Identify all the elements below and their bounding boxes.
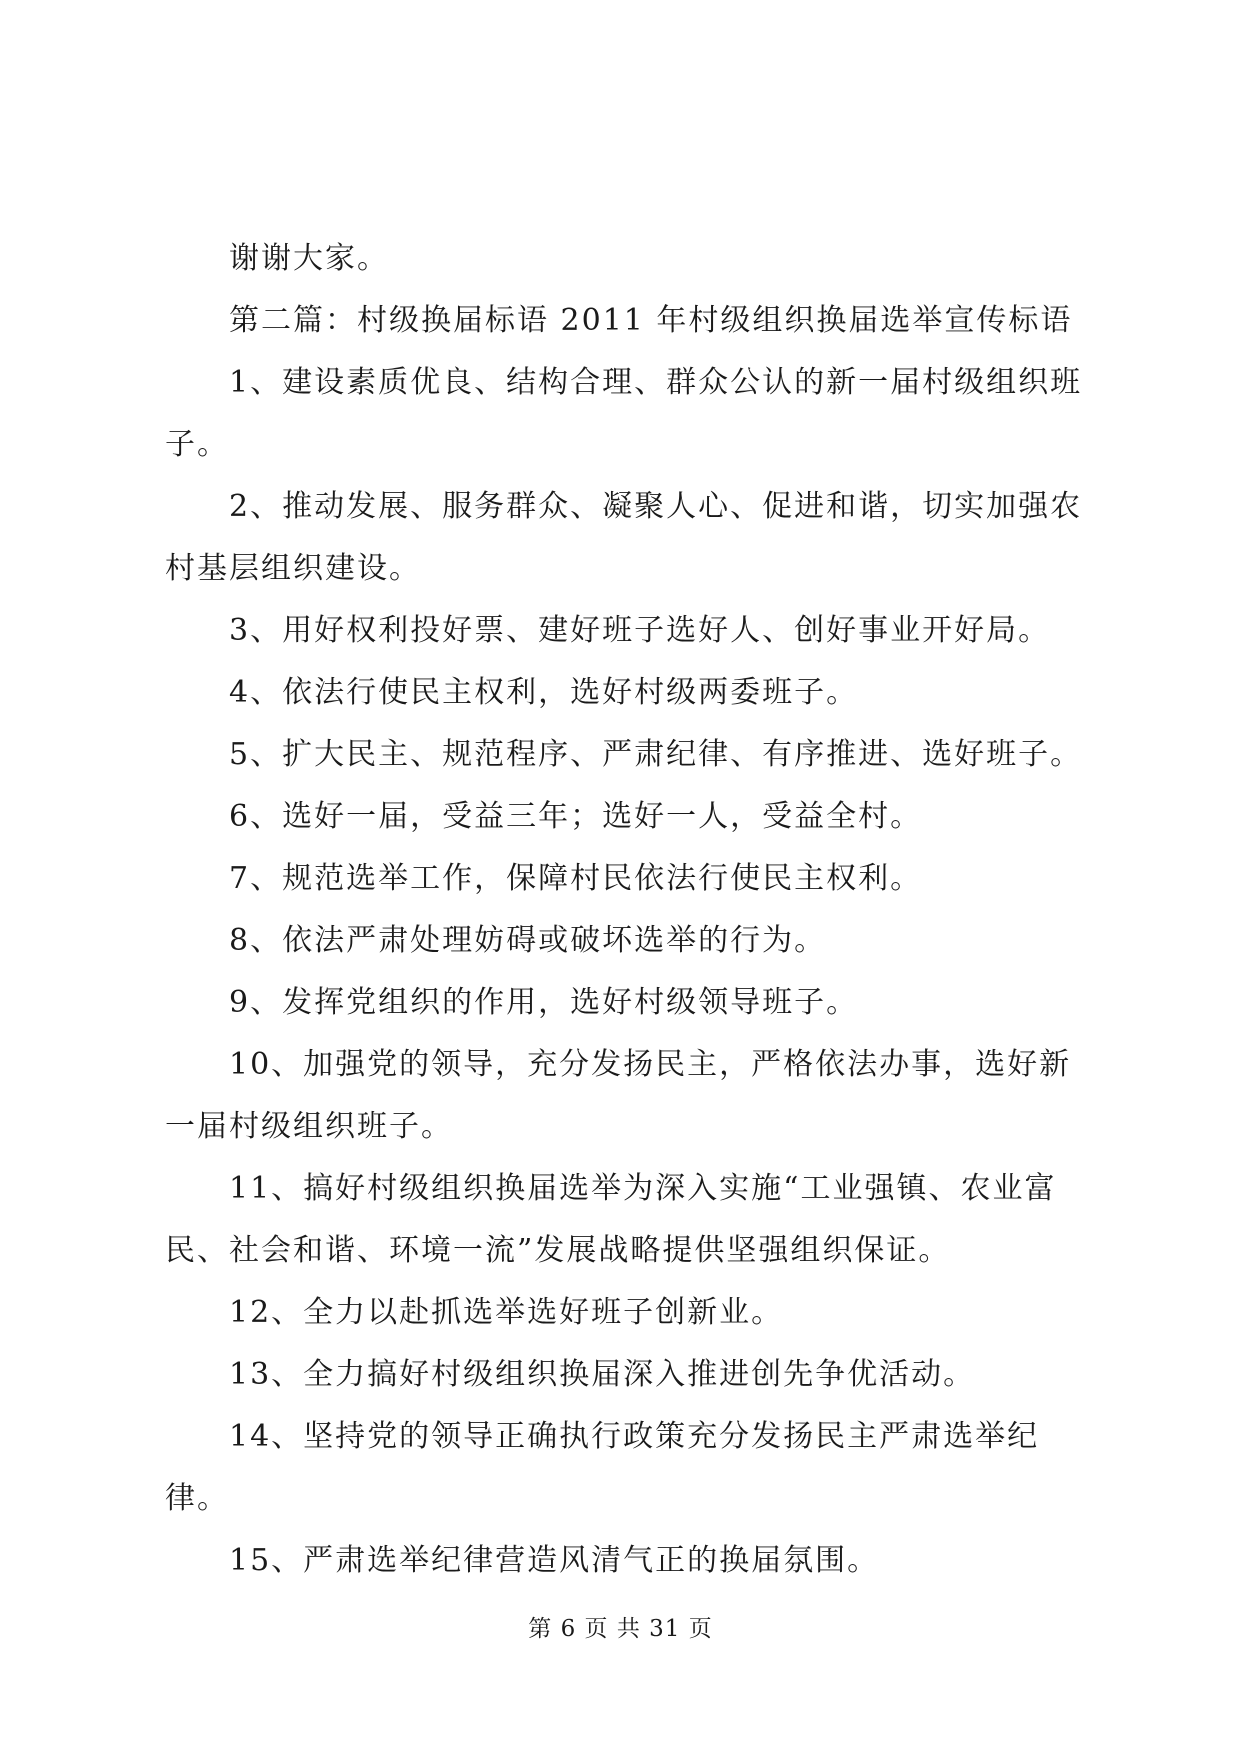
slogan-item-10: 10、加强党的领导，充分发扬民主，严格依法办事，选好新一届村级组织班子。 xyxy=(165,1047,1072,1144)
paragraph-section-heading: 第二篇：村级换届标语 2011 年村级组织换届选举宣传标语 xyxy=(229,303,1073,338)
page-number-footer: 第 6 页 共 31 页 xyxy=(528,1616,713,1642)
slogan-item-4: 4、依法行使民主权利，选好村级两委班子。 xyxy=(229,675,859,710)
slogan-item-7: 7、规范选举工作，保障村民依法行使民主权利。 xyxy=(229,861,923,896)
slogan-item-8: 8、依法严肃处理妨碍或破坏选举的行为。 xyxy=(229,923,827,958)
slogan-item-5: 5、扩大民主、规范程序、严肃纪律、有序推进、选好班子。 xyxy=(229,737,1083,772)
document-body xyxy=(165,228,1087,1592)
slogan-item-6: 6、选好一届，受益三年；选好一人，受益全村。 xyxy=(229,799,923,834)
paragraph-closing: 谢谢大家。 xyxy=(229,241,389,276)
slogan-item-14: 14、坚持党的领导正确执行政策充分发扬民主严肃选举纪律。 xyxy=(165,1419,1040,1516)
slogan-item-2: 2、推动发展、服务群众、凝聚人心、促进和谐，切实加强农村基层组织建设。 xyxy=(165,489,1083,586)
slogan-item-3: 3、用好权利投好票、建好班子选好人、创好事业开好局。 xyxy=(229,613,1051,648)
slogan-item-15: 15、严肃选举纪律营造风清气正的换届氛围。 xyxy=(229,1543,880,1578)
slogan-item-9: 9、发挥党组织的作用，选好村级领导班子。 xyxy=(229,985,859,1020)
slogan-item-12: 12、全力以赴抓选举选好班子创新业。 xyxy=(229,1295,784,1330)
slogan-item-11: 11、搞好村级组织换届选举为深入实施“工业强镇、农业富民、社会和谐、环境一流”发展战略提供坚强组织保证。 xyxy=(165,1171,1057,1268)
slogan-item-1: 1、建设素质优良、结构合理、群众公认的新一届村级组织班子。 xyxy=(165,365,1083,462)
slogan-item-13: 13、全力搞好村级组织换届深入推进创先争优活动。 xyxy=(229,1357,976,1392)
